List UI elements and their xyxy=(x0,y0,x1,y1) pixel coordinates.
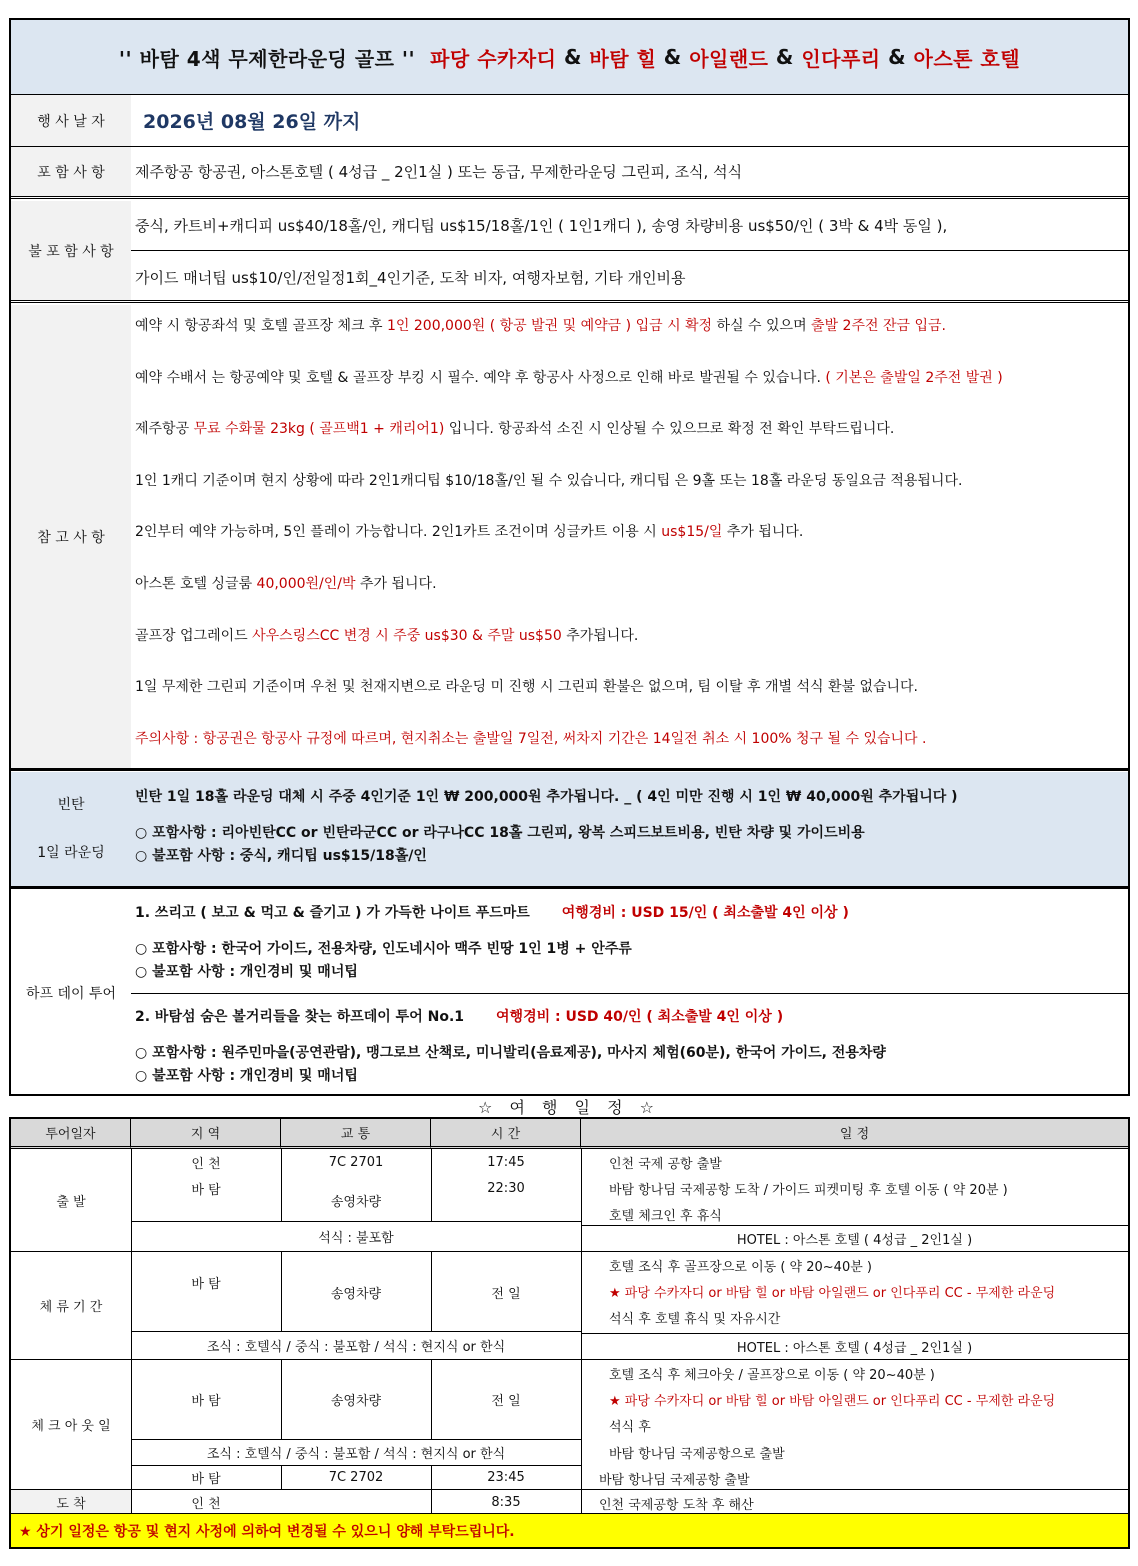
tour-1-cost: 여행경비 : USD 15/인 ( 최소출발 4인 이상 ) xyxy=(561,905,849,921)
title-amp-1: & xyxy=(556,45,590,69)
flight-region: 바 탐 xyxy=(191,1472,221,1487)
half-day-body xyxy=(131,890,1128,1096)
excluded-row xyxy=(11,201,1128,303)
dep-meal: 석식 : 불포함 xyxy=(318,1231,394,1246)
stay-plan-1: 호텔 조식 후 골프장으로 이동 ( 약 20~40분 ) xyxy=(609,1260,872,1275)
dep-hotel: HOTEL : 아스톤 호텔 ( 4성급 _ 2인1실 ) xyxy=(736,1233,973,1248)
title-main: '' 바탐 4색 무제한라운딩 골프 '' xyxy=(118,46,416,71)
note-2: 예약 수배서 는 항공예약 및 호텔 & 골프장 부킹 시 필수. 예약 후 항공사 사정으로 인해 바로 발권될 수 있습니다. ( 기본은 출발일 2주전 발권 ) xyxy=(135,369,1003,386)
title-hotel: 아스톤 호텔 xyxy=(913,46,1021,71)
day-departure: 출 발 xyxy=(56,1194,86,1210)
notes-row xyxy=(11,305,1128,771)
half-day-row xyxy=(11,890,1128,1096)
checkout-transport: 송영차량 xyxy=(330,1394,382,1409)
checkout-plan-4: 바탐 항나딤 국제공항으로 출발 xyxy=(609,1447,785,1462)
checkout-region: 바 탐 xyxy=(191,1394,221,1409)
checkout-time: 전 일 xyxy=(491,1394,521,1409)
half-day-tour-1 xyxy=(131,890,1128,994)
note-7: 골프장 업그레이드 사우스링스CC 변경 시 주중 us$30 & 주말 us$50 추가됩니다. xyxy=(135,627,639,644)
vintan-excluded: ○ 불포함 사항 : 중식, 캐디팁 us$15/18홀/인 xyxy=(135,848,427,864)
vintan-label xyxy=(11,772,131,886)
schedule-title: ☆ 여 행 일 정 ☆ xyxy=(478,1098,660,1117)
arrive-time: 8:35 xyxy=(491,1495,521,1510)
note-5: 2인부터 예약 가능하며, 5인 플레이 가능합니다. 2인1카트 조건이며 싱글카트 이용 시 us$15/일 추가 됩니다. xyxy=(135,524,804,541)
excluded-body xyxy=(131,201,1128,300)
stay-hotel: HOTEL : 아스톤 호텔 ( 4성급 _ 2인1실 ) xyxy=(736,1341,973,1356)
event-date-label: 행 사 날 자 xyxy=(11,95,131,146)
dep-plan-2: 바탐 항나딤 국제공항 도착 / 가이드 피켓미팅 후 호텔 이동 ( 약 20분 ) xyxy=(609,1183,1008,1198)
vintan-row xyxy=(11,772,1128,889)
dep-time-2: 22:30 xyxy=(487,1180,525,1196)
tour-1-excluded: ○ 불포함 사항 : 개인경비 및 매너팁 xyxy=(135,964,358,980)
flight-time: 23:45 xyxy=(487,1470,525,1485)
vintan-included: ○ 포함사항 : 리아빈탄CC or 빈탄라군CC or 라구나CC 18홀 그린피, 왕복 스피드보트비용, 빈탄 차량 및 가이드비용 xyxy=(135,825,865,841)
half-day-label: 하프 데이 투어 xyxy=(25,986,117,1002)
stay-plan-3: 석식 후 호텔 휴식 및 자유시간 xyxy=(609,1312,781,1327)
arrive-region: 인 천 xyxy=(191,1497,221,1512)
dep-region-2: 바 탐 xyxy=(191,1182,221,1198)
title-course-3: 아일랜드 xyxy=(689,46,769,71)
dep-plan-1: 인천 국제 공항 출발 xyxy=(609,1157,722,1172)
dep-plan-3: 호텔 체크인 후 휴식 xyxy=(609,1209,722,1224)
note-1: 예약 시 항공좌석 및 호텔 골프장 체크 후 1인 200,000원 ( 항공 발권 및 예약금 ) 입금 시 확정 하실 수 있으며 출발 2주전 잔금 입금. xyxy=(135,318,946,334)
tour-1-included: ○ 포함사항 : 한국어 가이드, 전용차량, 인도네시아 맥주 빈땅 1인 1병 + 안주류 xyxy=(135,941,632,957)
tour-2-cost: 여행경비 : USD 40/인 ( 최소출발 4인 이상 ) xyxy=(496,1009,784,1025)
title-amp-2: & xyxy=(656,45,690,69)
header-time: 시 간 xyxy=(431,1119,581,1149)
note-4: 1인 1캐디 기준이며 현지 상황에 따라 2인1캐디팁 $10/18홀/인 될 수 있습니다, 캐디팁 은 9홀 또는 18홀 라운딩 동일요금 적용됩니다. xyxy=(135,472,963,489)
schedule-footer-notice: ★ 상기 일정은 항공 및 현지 사정에 의하여 변경될 수 있으니 양해 부탁드립니다. xyxy=(11,1513,1128,1547)
vintan-head: 빈탄 1일 18홀 라운딩 대체 시 주중 4인기준 1인 ₩ 200,000원 추가됩니다. _ ( 4인 미만 진행 시 1인 ₩ 40,000원 추가됩니다 ) xyxy=(135,789,958,805)
note-6: 아스톤 호텔 싱글룸 40,000원/인/박 추가 됩니다. xyxy=(135,575,437,592)
vintan-label-2: 1일 라운딩 xyxy=(37,845,105,861)
title-course-4: 인다푸리 xyxy=(801,46,881,71)
note-8: 1일 무제한 그린피 기준이며 우천 및 천재지변으로 라운딩 미 진행 시 그린피 환불은 없으며, 팀 이탈 후 개별 석식 환불 없습니다. xyxy=(135,679,919,696)
title-amp-4: & xyxy=(880,45,914,69)
header-transport: 교 통 xyxy=(281,1119,431,1149)
grid-line xyxy=(581,1149,582,1515)
excluded-line-1: 중식, 카트비+캐디피 us$40/18홀/인, 캐디팁 us$15/18홀/1인 ( 1인1캐디 ), 송영 차량비용 us$50/인 ( 3박 & 4박 동일 ), xyxy=(131,201,1128,251)
header-plan: 일 정 xyxy=(581,1119,1128,1149)
page-title xyxy=(11,20,1128,95)
day-checkout: 체 크 아 웃 일 xyxy=(31,1419,111,1434)
day-stay: 체 류 기 간 xyxy=(39,1300,103,1315)
checkout-plan-3: 석식 후 xyxy=(609,1420,651,1435)
dep-transport-2: 송영차량 xyxy=(330,1194,382,1210)
event-date-value: 2026년 08월 26일 까지 xyxy=(143,111,361,133)
dep-time-1: 17:45 xyxy=(487,1154,525,1170)
note-warning: 주의사항 : 항공권은 항공사 규정에 따르며, 현지취소는 출발일 7일전, 써차지 기간은 14일전 취소 시 100% 청구 될 수 있습니다 . xyxy=(135,730,927,747)
half-day-tour-2 xyxy=(131,994,1128,1096)
included-label: 포 함 사 항 xyxy=(11,147,131,196)
checkout-plan-1: 호텔 조식 후 체크아웃 / 골프장으로 이동 ( 약 20~40분 ) xyxy=(609,1368,935,1383)
stay-meal: 조식 : 호텔식 / 중식 : 불포함 / 석식 : 현지식 or 한식 xyxy=(206,1340,506,1355)
tour-2-excluded: ○ 불포함 사항 : 개인경비 및 매너팁 xyxy=(135,1068,358,1084)
dep-transport-1: 7C 2701 xyxy=(328,1154,384,1170)
day-arrive: 도 착 xyxy=(11,1490,131,1515)
included-row xyxy=(11,147,1128,199)
header-day: 투어일자 xyxy=(11,1119,131,1149)
tour-2-included: ○ 포함사항 : 원주민마을(공연관람), 맹그로브 산책로, 미니발리(음료제공), 마사지 체험(60분), 한국어 가이드, 전용차량 xyxy=(135,1045,886,1061)
title-amp-3: & xyxy=(768,45,802,69)
vintan-label-1: 빈탄 xyxy=(57,797,85,813)
stay-transport: 송영차량 xyxy=(330,1286,382,1302)
tour-1-head xyxy=(135,902,1128,938)
notes-label: 참 고 사 항 xyxy=(11,305,131,768)
checkout-plan-2: ★ 파당 수카자디 or 바탐 힐 or 바탐 아일랜드 or 인다푸리 CC - 무제한 라운딩 xyxy=(609,1394,1056,1409)
header-region: 지 역 xyxy=(131,1119,281,1149)
flight-transport: 7C 2702 xyxy=(328,1470,384,1485)
tour-2-head xyxy=(135,1006,1128,1042)
title-course-1: 파당 수카자디 xyxy=(430,46,557,71)
included-value: 제주항공 항공권, 아스톤호텔 ( 4성급 _ 2인1실 ) 또는 동급, 무제한라운딩 그린피, 조식, 석식 xyxy=(135,163,743,181)
vintan-body xyxy=(131,772,1128,886)
flight-plan: 바탐 항나딤 국제공항 출발 xyxy=(599,1473,750,1488)
tour-1-title: 1. 쓰리고 ( 보고 & 먹고 & 즐기고 ) 가 가득한 나이트 푸드마트 xyxy=(135,905,530,921)
tour-2-title: 2. 바탐섬 숨은 볼거리들을 찾는 하프데이 투어 No.1 xyxy=(135,1009,465,1025)
notes-body xyxy=(131,305,1128,768)
stay-time: 전 일 xyxy=(491,1286,521,1302)
excluded-label: 불 포 함 사 항 xyxy=(11,201,131,300)
dep-region-1: 인 천 xyxy=(191,1156,221,1172)
note-3: 제주항공 무료 수화물 23kg ( 골프백1 + 캐리어1) 입니다. 항공좌석 소진 시 인상될 수 있으므로 확정 전 확인 부탁드립니다. xyxy=(135,421,895,438)
event-date-row xyxy=(11,95,1128,147)
stay-region: 바 탐 xyxy=(191,1276,221,1292)
title-course-2: 바탐 힐 xyxy=(589,46,657,71)
stay-plan-2: ★ 파당 수카자디 or 바탐 힐 or 바탐 아일랜드 or 인다푸리 CC - 무제한 라운딩 xyxy=(609,1286,1056,1301)
checkout-meal: 조식 : 호텔식 / 중식 : 불포함 / 석식 : 현지식 or 한식 xyxy=(206,1447,506,1462)
tour-info-box xyxy=(9,18,1130,1096)
arrive-plan: 인천 국제공항 도착 후 해산 xyxy=(599,1498,754,1513)
excluded-line-2: 가이드 매너팁 us$10/인/전일정1회_4인기준, 도착 비자, 여행자보험, 기타 개인비용 xyxy=(135,268,686,287)
schedule-table xyxy=(9,1117,1130,1549)
